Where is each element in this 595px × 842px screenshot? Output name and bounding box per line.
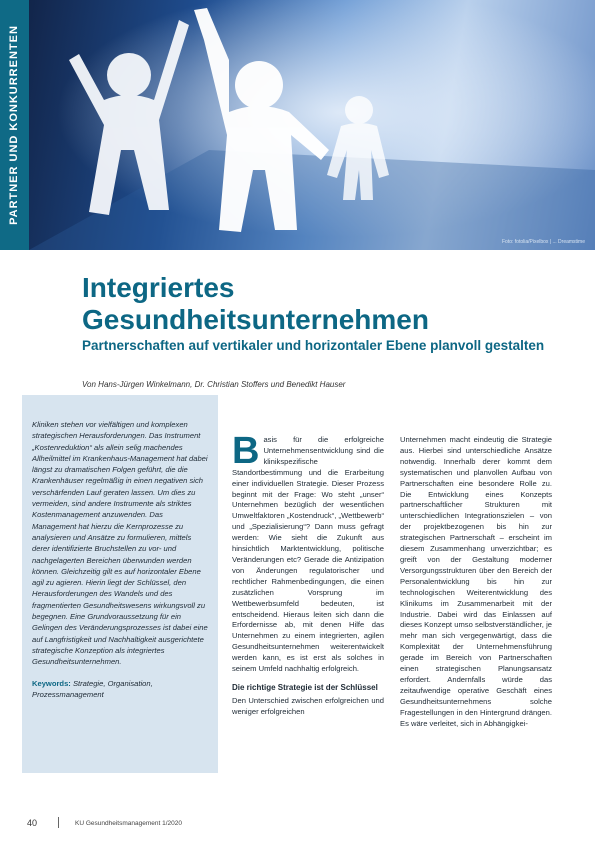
article-title-line1: Integriertes [82,272,235,303]
abstract-text: Kliniken stehen vor vielfältigen und komplexen strategischen Herausforderungen. Das Instrument „Kostenreduktion“ als allein selig machendes Allheilmittel im Krankenhaus-Management hat dabei längst zu dramatischen Folgen geführt, die die Krankenhäuser regelmäßig in einen negativen sich verschärfenden Lauf geraten lassen. Um dies zu vermeiden, sind andere Instrumente als striktes Kostenmanagement anzuwenden. Das Management hat hierzu die Kernprozesse zu analysieren und Ansätze zu formulieren, mittels derer identifizierte Bruchstellen zu vor- und nachgelagerten Bereichen überwunden werden können. Gleichzeitig gilt es auf horizontaler Ebene agil zu agieren. Hierin liegt der Schlüssel, den Herausforderungen des Wandels und des fragmentierten Gesundheitswesens wirkungsvoll zu begegnen. Eine Grundvoraussetzung für ein Gelingen des Veränderungsprozesses ist dabei eine auf Langfristigkeit und Nachhaltigkeit ausgerichtete strategische Konzeption als integriertes Gesundheitsunternehmen. [32,420,208,667]
journal-name: KU Gesundheitsmanagement 1/2020 [75,820,182,827]
section-heading: Die richtige Strategie ist der Schlüssel [232,682,378,692]
body-column-3 [400,435,552,729]
keywords [32,678,208,701]
hero-photo [29,0,595,250]
page-number: 40 [27,818,38,828]
abstract-box [22,395,218,773]
body-text-col2-part1: asis für die erfolgreiche Unternehmensentwicklung sind die klinikspezifische Standortbestimmung und die Erarbeitung einer individuellen Strategie. Dieser Prozess beginnt mit der Frage: Wo steht „unser“ Unternehmen bezüglich der wesentlichen Umweltfaktoren „Kostendruck“, „Wettbewerb“ und „Spezialisierung“? Dann muss gefragt werden: Wie sieht die Zukunft aus hinsichtlich Marktentwicklung, politische Veränderungen etc? Gerade die Antizipation von Änderungen regulatorischer und rechtlicher Rahmenbedingungen, die einen zusätzlichen Vorsprung im Wettbewerbsumfeld bedeuten, ist entscheidend. Hieraus leiten sich dann die Erfordernisse ab, mit denen Hilfe das Unternehmen zu einem integrierten, agilen Gesundheitsunternehmen weiterentwickelt werden kann, es ist erst als solches in seinem Umfeld nachhaltig erfolgreich. [232,435,384,674]
footer-separator [58,817,59,828]
article-title-line2: Gesundheitsunternehmen [82,304,429,335]
photo-credit: Foto: fotolia/Pixelbox | ... Dreamstime [502,239,585,245]
dropcap: B [232,430,260,472]
keywords-label: Keywords: [32,678,71,688]
section-side-tab-label: PARTNER UND KONKURRENTEN [8,25,20,225]
article-title [82,272,562,336]
body-column-2 [232,430,384,718]
section-side-tab [0,0,29,250]
article-subtitle: Partnerschaften auf vertikaler und horizontaler Ebene planvoll gestalten [82,338,545,353]
paper-figures-illustration [29,0,595,250]
authors-line: Von Hans-Jürgen Winkelmann, Dr. Christian Stoffers und Benedikt Hauser [82,380,346,389]
keywords-list: Strategie, Organisation, Prozessmanagement [32,678,153,699]
body-text-col3: Unternehmen macht eindeutig die Strategie aus. Hierbei sind unterschiedliche Ansätze notwendig. Innerhalb derer kommt dem systematischen und planvollen Aufbau von Partnerschaften eine besondere Rolle zu. Die Entwicklung eines Konzepts partnerschaftlicher Strukturen mit unterschiedlichen Integrationszielen – von der projektbezogenen bis hin zur strategischen Partnerschaft – erscheint im diesem Zusammenhang unverzichtbar; es greift von der Gestaltung moderner Versorgungsstrukturen über den Bereich der Personalentwicklung bis hin zur technologischen Weiterentwicklung des Klinikums im Zusammenarbeit mit der Industrie. Dabei wird das Einlassen auf dieses Konzept umso selbstverständlicher, je mehr man sich vergegenwärtigt, dass die Komplexität der Unternehmensführung gerade im Bereich von Partnerschaften einen strategischen Planungsansatz erfordert. Andernfalls würde das zeitaufwendige operative Geschäft eines Gesundheitsunternehmens solche Fragestellungen in den Hintergrund drängen. Es wäre verleitet, sich in Abhängigkei- [400,435,552,728]
body-text-col2-part2: Den Unterschied zwischen erfolgreichen und weniger erfolgreichen [232,696,384,717]
